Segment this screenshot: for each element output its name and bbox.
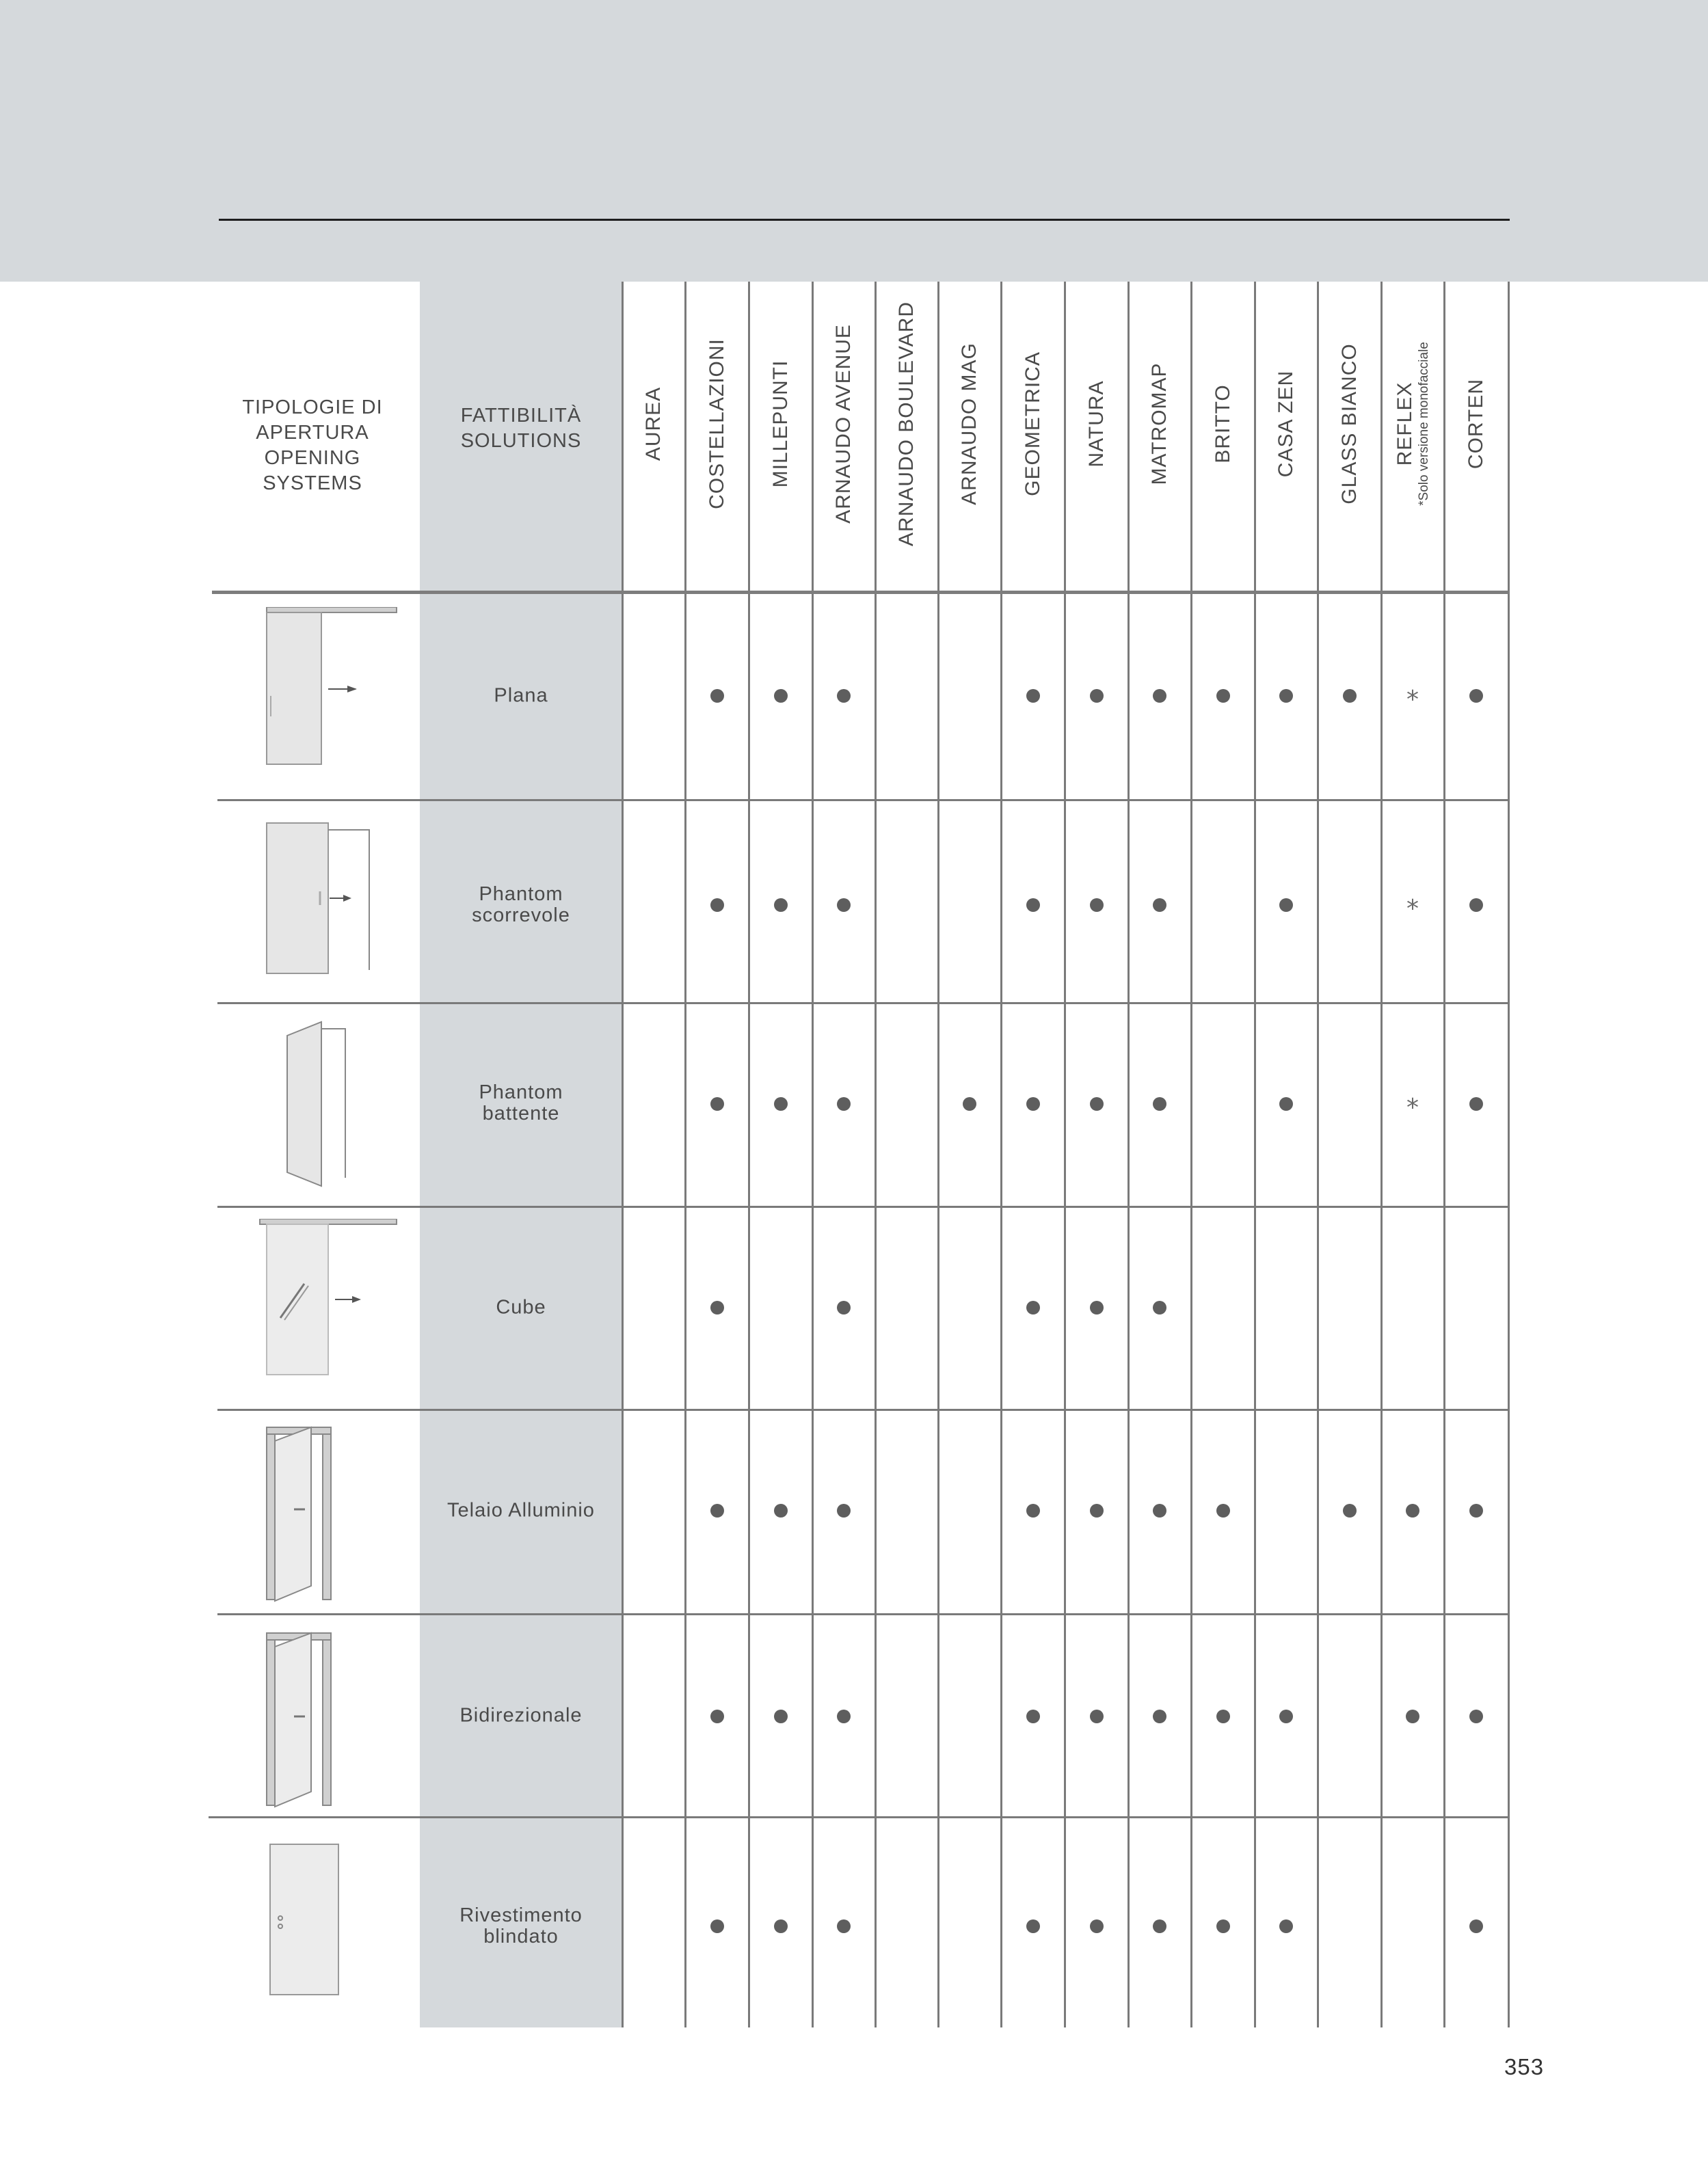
availability-dot (837, 898, 851, 912)
header-line: OPENING SYSTEMS (263, 447, 362, 494)
top-grey-band (0, 0, 1708, 282)
column-header-label: AUREA (642, 386, 665, 461)
column-header-label: ARNAUDO BOULEVARD (895, 301, 918, 547)
availability-dot (1406, 1710, 1419, 1723)
column-divider (1380, 282, 1383, 2027)
availability-dot (1090, 689, 1104, 703)
availability-dot (837, 689, 851, 703)
availability-dot (1469, 1097, 1483, 1111)
column-header-note: *Solo versione monofacciale (1417, 342, 1431, 506)
aluminium-frame-door-icon (212, 1422, 417, 1610)
column-header-label: COSTELLAZIONI (705, 338, 728, 509)
availability-dot (837, 1919, 851, 1933)
availability-dot (1090, 1097, 1104, 1111)
column-header-label: GLASS BIANCO (1337, 343, 1361, 504)
top-rule (219, 219, 1510, 221)
column-divider (1254, 282, 1256, 2027)
availability-dot (963, 1097, 976, 1111)
availability-dot (1216, 689, 1230, 703)
opening-system-label: Rivestimento blindato (459, 1904, 583, 1947)
availability-dot (1090, 1301, 1104, 1315)
availability-dot (1406, 1504, 1419, 1518)
availability-dot (1026, 1301, 1040, 1315)
availability-dot (1153, 1919, 1166, 1933)
column-divider (937, 282, 939, 2027)
availability-dot (710, 689, 724, 703)
page-number: 353 (1504, 2054, 1545, 2079)
column-header (1085, 380, 1108, 467)
column-divider (812, 282, 814, 2027)
availability-dot (1090, 1504, 1104, 1518)
header-line: SOLUTIONS (460, 430, 582, 452)
row-divider (217, 799, 1510, 801)
column-header-label: ARNAUDO MAG (958, 342, 980, 505)
column-divider (748, 282, 750, 2027)
row-divider (209, 1816, 1510, 1818)
availability-dot (1153, 1504, 1166, 1518)
column-header (769, 360, 792, 488)
availability-dot (1153, 689, 1166, 703)
availability-dot (837, 1710, 851, 1723)
column-header (1465, 379, 1488, 469)
availability-dot (710, 1919, 724, 1933)
column-divider (1508, 282, 1510, 2027)
column-header (958, 342, 981, 505)
two-way-door-icon (212, 1628, 417, 1816)
row-divider (217, 1409, 1510, 1411)
availability-asterisk: * (1406, 1094, 1419, 1122)
column-divider (1064, 282, 1066, 2027)
availability-dot (1026, 898, 1040, 912)
armoured-door-cladding-icon (212, 1837, 417, 2025)
column-divider (1443, 282, 1445, 2027)
availability-asterisk: * (1406, 895, 1419, 923)
row-divider (217, 1613, 1510, 1615)
availability-dot (1153, 1710, 1166, 1723)
availability-dot (837, 1097, 851, 1111)
availability-dot (1279, 898, 1293, 912)
availability-dot (710, 1710, 724, 1723)
opening-system-label: Cube (496, 1296, 546, 1319)
solutions-header (420, 403, 622, 454)
pocket-sliding-door-icon (212, 816, 417, 1004)
column-header-label: MILLEPUNTI (769, 360, 792, 488)
availability-dot (1279, 1919, 1293, 1933)
availability-dot (774, 1919, 788, 1933)
column-header-label: NATURA (1084, 380, 1108, 468)
column-divider (1317, 282, 1319, 2027)
column-divider (1127, 282, 1130, 2027)
header-line: APERTURA (256, 422, 369, 444)
opening-system-label: Plana (494, 684, 548, 707)
column-divider (1190, 282, 1192, 2027)
availability-dot (1026, 1097, 1040, 1111)
availability-dot (837, 1504, 851, 1518)
glass-sliding-door-icon (212, 1219, 417, 1407)
availability-dot (774, 1504, 788, 1518)
availability-dot (1216, 1710, 1230, 1723)
column-header (1275, 370, 1298, 477)
column-header (1338, 343, 1361, 504)
opening-systems-header (212, 395, 413, 496)
column-header (1212, 384, 1235, 463)
availability-dot (1469, 689, 1483, 703)
column-header (706, 338, 729, 509)
availability-dot (774, 1710, 788, 1723)
hinged-door-flush-icon (212, 1015, 417, 1203)
column-header-label: ARNAUDO AVENUE (832, 324, 855, 524)
availability-dot (710, 898, 724, 912)
availability-dot (1469, 1504, 1483, 1518)
opening-system-label: Phantom battente (479, 1081, 563, 1124)
availability-dot (710, 1097, 724, 1111)
header-line: TIPOLOGIE DI (242, 396, 383, 418)
column-divider (622, 282, 624, 2027)
availability-dot (1469, 1710, 1483, 1723)
availability-dot (774, 898, 788, 912)
availability-dot (710, 1301, 724, 1315)
column-header (1022, 351, 1045, 496)
header-line: FATTIBILITÀ (460, 405, 582, 427)
column-header-label: REFLEX (1393, 381, 1416, 466)
opening-system-label: Telaio Alluminio (447, 1499, 595, 1522)
availability-dot (1026, 1504, 1040, 1518)
availability-dot (1026, 1919, 1040, 1933)
availability-dot (710, 1504, 724, 1518)
row-divider (217, 1206, 1510, 1208)
availability-dot (1343, 1504, 1357, 1518)
availability-dot (1090, 898, 1104, 912)
column-divider (684, 282, 686, 2027)
solutions-column-band (420, 282, 622, 2027)
availability-dot (1216, 1504, 1230, 1518)
availability-dot (1153, 1097, 1166, 1111)
header-rule (212, 591, 1510, 594)
column-header (642, 387, 665, 461)
column-header-label: CORTEN (1465, 378, 1487, 470)
sliding-door-external-track-icon (212, 607, 417, 795)
column-divider (875, 282, 877, 2027)
availability-dot (1153, 1301, 1166, 1315)
availability-dot (1216, 1919, 1230, 1933)
availability-dot (1026, 689, 1040, 703)
availability-dot (1090, 1710, 1104, 1723)
column-header-label: CASA ZEN (1275, 370, 1297, 478)
availability-asterisk: * (1406, 686, 1419, 714)
column-header-label: BRITTO (1211, 384, 1234, 463)
availability-dot (1469, 898, 1483, 912)
opening-system-label: Bidirezionale (459, 1704, 583, 1727)
column-divider (1000, 282, 1002, 2027)
column-header (832, 324, 855, 524)
availability-dot (1279, 1710, 1293, 1723)
opening-system-label: Phantom scorrevole (472, 883, 570, 926)
availability-dot (1469, 1919, 1483, 1933)
availability-dot (1343, 689, 1357, 703)
availability-dot (774, 689, 788, 703)
availability-dot (1153, 898, 1166, 912)
availability-dot (1090, 1919, 1104, 1933)
availability-dot (1026, 1710, 1040, 1723)
availability-dot (1279, 689, 1293, 703)
availability-dot (837, 1301, 851, 1315)
column-header-label: MATROMAP (1148, 362, 1171, 485)
column-header (895, 301, 918, 546)
availability-dot (1279, 1097, 1293, 1111)
column-header (1148, 362, 1171, 485)
availability-dot (774, 1097, 788, 1111)
column-header (1393, 342, 1432, 506)
column-header-label: GEOMETRICA (1021, 351, 1044, 496)
